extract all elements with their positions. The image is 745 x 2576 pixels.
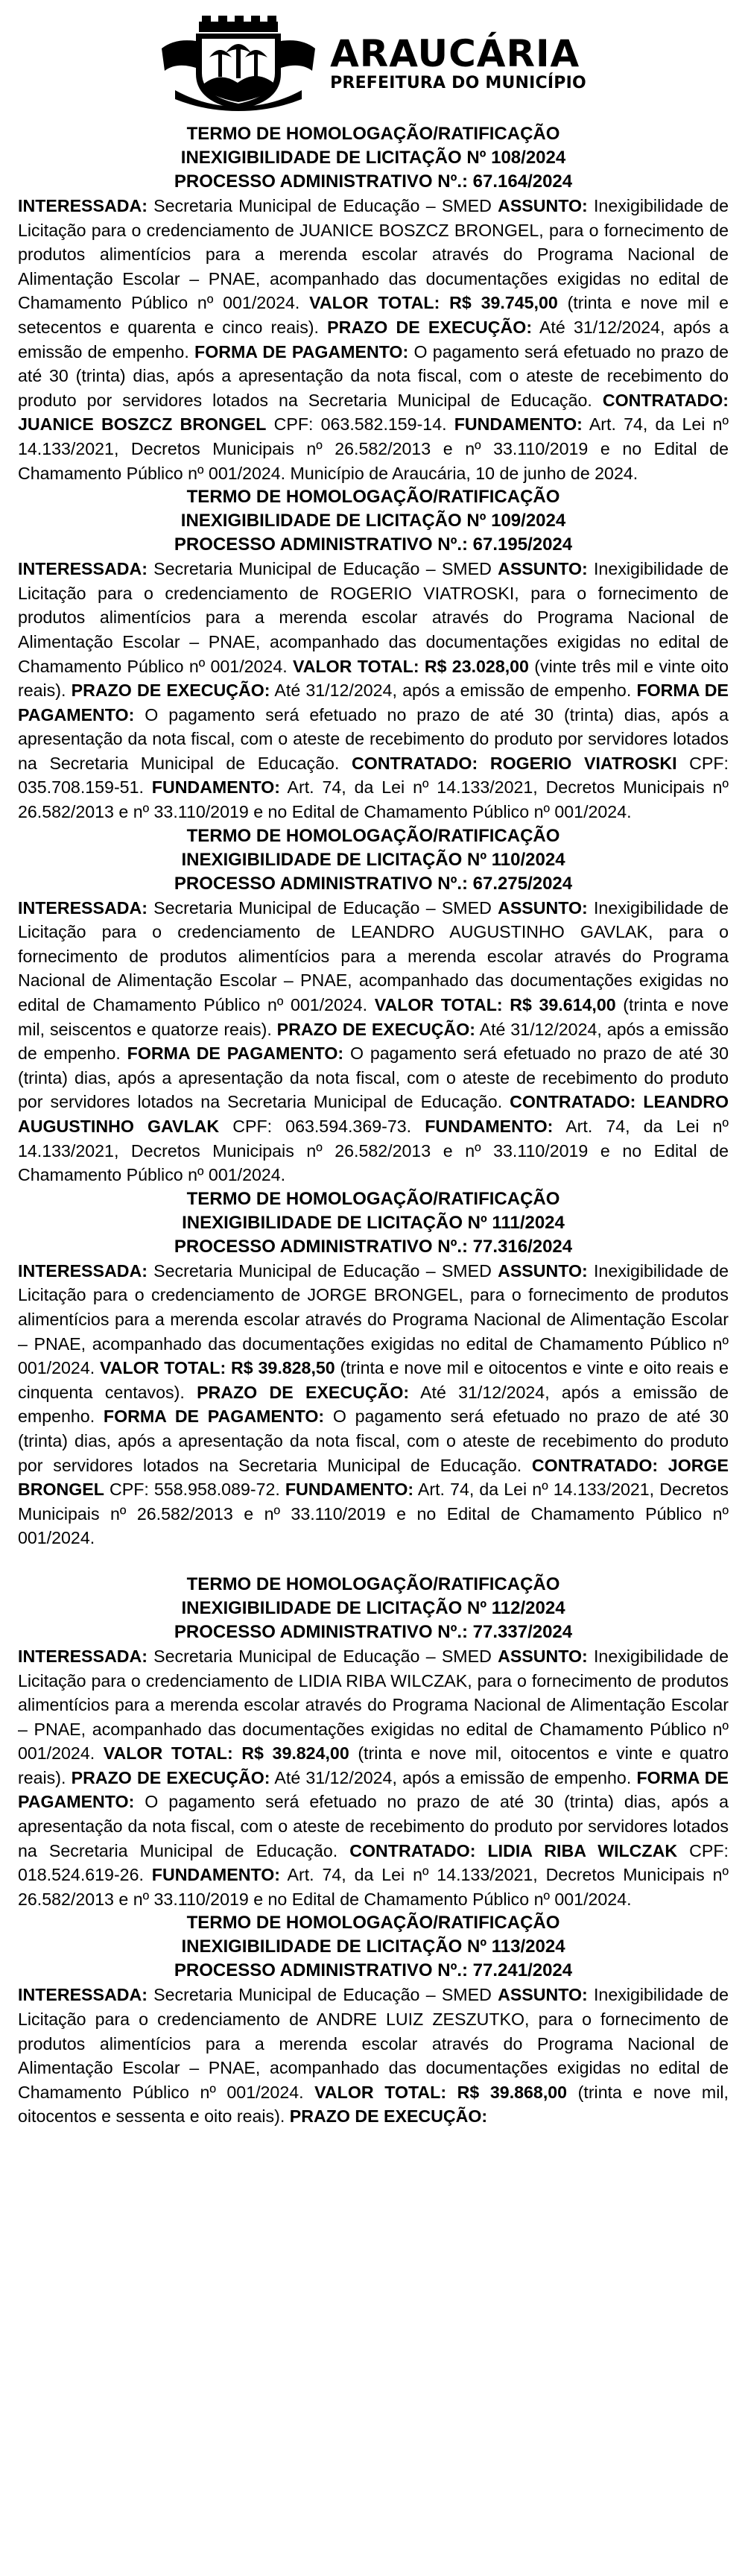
notice-text: Secretaria Municipal de Educação – SMED: [147, 1985, 498, 2005]
notice: [18, 1911, 729, 2129]
notice-text: Inexigibilidade de Licitação para o credenciamento de LIDIA RIBA WILCZAK, para o fornecimento de produtos alimentícios para a merenda escolar através do Programa Nacional de Alimentação Escolar – PNAE, acompanhado das documentações exigidas no edital de Chamamento Público nº 001/2024.: [18, 1646, 729, 1764]
notice-field-label: CONTRATADO: JORGE BRONGEL: [18, 1455, 729, 1500]
notice-heading-line: TERMO DE HOMOLOGAÇÃO/RATIFICAÇÃO: [186, 825, 560, 846]
notices-list: [18, 122, 729, 2129]
notice-heading-line: INEXIGIBILIDADE DE LICITAÇÃO Nº 112/2024: [181, 1597, 565, 1618]
notice-field-label: INTERESSADA:: [18, 559, 148, 579]
notice-field-label: PRAZO DE EXECUÇÃO:: [71, 1767, 270, 1787]
municipality-subtitle: PREFEITURA DO MUNICÍPIO: [330, 74, 586, 92]
notice-field-label: PRAZO DE EXECUÇÃO:: [289, 2106, 488, 2127]
notice-field-label: CONTRATADO: LEANDRO AUGUSTINHO GAVLAK: [18, 1092, 729, 1136]
notice-field-label: FORMA DE PAGAMENTO:: [18, 1767, 729, 1812]
notice-body: [18, 1259, 729, 1550]
notice-text: (trinta e nove mil, oitocentos e sessenta e oito reais).: [18, 2082, 729, 2127]
masthead: [18, 10, 729, 116]
notice-text: Até 31/12/2024, após a emissão de empenho.: [18, 1382, 729, 1427]
notice-heading-line: TERMO DE HOMOLOGAÇÃO/RATIFICAÇÃO: [186, 1913, 560, 1933]
notice-field-label: PRAZO DE EXECUÇÃO:: [327, 317, 533, 337]
notice-heading-line: TERMO DE HOMOLOGAÇÃO/RATIFICAÇÃO: [186, 1188, 560, 1209]
notice-heading-line: PROCESSO ADMINISTRATIVO Nº.: 67.164/2024: [174, 171, 573, 192]
notice-field-label: VALOR TOTAL: R$ 39.828,50: [100, 1358, 335, 1378]
notice-body: [18, 1644, 729, 1912]
notice-heading-line: INEXIGIBILIDADE DE LICITAÇÃO Nº 109/2024: [180, 511, 566, 531]
notice-field-label: INTERESSADA:: [18, 196, 148, 215]
notice-field-label: VALOR TOTAL: R$ 39.824,00: [103, 1743, 349, 1764]
notice-text: Inexigibilidade de Licitação para o credenciamento de JORGE BRONGEL, para o fornecimento de produtos alimentícios para a merenda escolar através do Programa Nacional de Alimentação Escolar – PNAE, acompanhado das documentações exigidas no edital de Chamamento Público nº 001/2024.: [18, 1260, 729, 1378]
notice: [18, 1573, 729, 1912]
notice-text: Até 31/12/2024, após a emissão de empenho.: [18, 1019, 729, 1064]
notice-field-label: FUNDAMENTO:: [425, 1117, 554, 1136]
notice-heading-line: PROCESSO ADMINISTRATIVO Nº.: 77.316/2024: [174, 1236, 573, 1257]
notice-field-label: PRAZO DE EXECUÇÃO:: [71, 681, 270, 701]
notice-text: O pagamento será efetuado no prazo de até 30 (trinta) dias, após a apresentação da nota fiscal, com o ateste de recebimento do produto por servidores lotados na Secretaria Municipal de Educação.: [18, 1792, 729, 1860]
notice-text: Art. 74, da Lei nº 14.133/2021, Decretos Municipais nº 26.582/2013 e nº 33.110/2019 e no Edital de Chamamento Público nº 001/2024.: [18, 1480, 729, 1548]
notice-text: CPF: 558.958.089-72.: [104, 1480, 285, 1500]
notice-field-label: INTERESSADA:: [18, 1646, 148, 1666]
notice-heading-line: INEXIGIBILIDADE DE LICITAÇÃO Nº 108/2024: [180, 148, 566, 168]
notice-text: O pagamento será efetuado no prazo de até 30 (trinta) dias, após a apresentação da nota fiscal, com o ateste de recebimento do produto por servidores lotados na Secretaria Municipal de Educação.: [18, 1044, 729, 1112]
notice-text: (trinta e nove mil e oitocentos e vinte e oito reais e cinquenta centavos).: [18, 1358, 729, 1402]
notice: [18, 122, 729, 485]
notice-heading-line: PROCESSO ADMINISTRATIVO Nº.: 67.195/2024: [174, 534, 573, 555]
municipality-name: ARAUCÁRIA: [330, 32, 580, 75]
notice-heading-line: TERMO DE HOMOLOGAÇÃO/RATIFICAÇÃO: [186, 124, 560, 144]
notice-field-label: FORMA DE PAGAMENTO:: [103, 1407, 325, 1427]
notice-text: Inexigibilidade de Licitação para o credenciamento de ANDRE LUIZ ZESZUTKO, para o fornecimento de produtos alimentícios para a merenda escolar através do Programa Nacional de Alimentação Escolar – PNAE, acompanhado das documentações exigidas no edital de Chamamento Público nº 001/2024.: [18, 1985, 729, 2102]
notice: [18, 824, 729, 1187]
notice-text: O pagamento será efetuado no prazo de até 30 (trinta) dias, após a apresentação da nota fiscal, com o ateste de recebimento do produto por servidores lotados na Secretaria Municipal de Educação.: [18, 1407, 729, 1475]
notice-text: Inexigibilidade de Licitação para o credenciamento de LEANDRO AUGUSTINHO GAVLAK, para o fornecimento de produtos alimentícios para a merenda escolar através do Programa Nacional de Alimentação Escolar – PNAE, acompanhado das documentações exigidas no edital de Chamamento Público nº 001/2024.: [18, 897, 729, 1015]
notice-field-label: CONTRATADO: LIDIA RIBA WILCZAK: [349, 1840, 678, 1860]
notice-text: O pagamento será efetuado no prazo de até 30 (trinta) dias, após a apresentação da nota fiscal, com o ateste de recebimento do produto por servidores lotados na Secretaria Municipal de Educação.: [18, 704, 729, 773]
notice-text: Art. 74, da Lei nº 14.133/2021, Decretos Municipais nº 26.582/2013 e nº 33.110/2019 e no Edital de Chamamento Público nº 001/2024.: [18, 1865, 729, 1909]
notice-field-label: FUNDAMENTO:: [285, 1480, 414, 1500]
notice-heading-line: INEXIGIBILIDADE DE LICITAÇÃO Nº 110/2024: [181, 849, 565, 870]
notice-field-label: FUNDAMENTO:: [151, 777, 280, 798]
notice-text: (trinta e nove mil, seiscentos e quatorze reais).: [18, 995, 729, 1039]
notice-text: CPF: 063.594.369-73.: [219, 1117, 425, 1136]
notice-text: Art. 74, da Lei nº 14.133/2021, Decretos Municipais nº 26.582/2013 e nº 33.110/2019 e no Edital de Chamamento Público nº 001/2024.: [18, 1117, 729, 1185]
notice-field-label: CONTRATADO: ROGERIO VIATROSKI: [352, 753, 677, 773]
notice-body: [18, 557, 729, 824]
notice-heading-line: PROCESSO ADMINISTRATIVO Nº.: 77.337/2024: [174, 1621, 573, 1642]
notice-body: [18, 194, 729, 485]
notice-field-label: FUNDAMENTO:: [151, 1865, 280, 1885]
notice-text: Até 31/12/2024, após a emissão de empenho.: [18, 317, 729, 362]
notice-heading-line: INEXIGIBILIDADE DE LICITAÇÃO Nº 111/2024: [182, 1212, 565, 1233]
notice-text: (vinte três mil e vinte oito reais).: [18, 656, 729, 701]
notice-body: [18, 896, 729, 1187]
notice-heading-line: TERMO DE HOMOLOGAÇÃO/RATIFICAÇÃO: [186, 1573, 560, 1594]
notice-field-label: ASSUNTO:: [498, 897, 588, 918]
notice-heading-line: TERMO DE HOMOLOGAÇÃO/RATIFICAÇÃO: [186, 487, 560, 508]
notice-field-label: VALOR TOTAL: R$ 39.868,00: [314, 2082, 568, 2102]
notice-text: Art. 74, da Lei nº 14.133/2021, Decretos Municipais nº 26.582/2013 e nº 33.110/2019 e no Edital de Chamamento Público nº 001/2024. Município de Araucária, 10 de junho de 2024.: [18, 414, 729, 483]
notice-field-label: CONTRATADO: JUANICE BOSZCZ BRONGEL: [18, 390, 729, 435]
notice-field-label: FUNDAMENTO:: [454, 414, 583, 435]
notice-text: CPF: 063.582.159-14.: [266, 414, 454, 435]
notice-field-label: ASSUNTO:: [498, 1260, 588, 1281]
notice-text: Até 31/12/2024, após a emissão de empenho.: [270, 1767, 637, 1787]
notice-text: Inexigibilidade de Licitação para o credenciamento de ROGERIO VIATROSKI, para o fornecimento de produtos alimentícios para a merenda escolar através do Programa Nacional de Alimentação Escolar – PNAE, acompanhado das documentações exigidas no edital de Chamamento Público nº 001/2024.: [18, 559, 729, 676]
notice-text: CPF: 035.708.159-51.: [18, 753, 729, 798]
notice-text: Secretaria Municipal de Educação – SMED: [147, 1646, 498, 1666]
notice-field-label: PRAZO DE EXECUÇÃO:: [276, 1019, 475, 1039]
notice-field-label: FORMA DE PAGAMENTO:: [194, 341, 409, 362]
notice-text: Secretaria Municipal de Educação – SMED: [147, 1260, 498, 1281]
notice-text: Secretaria Municipal de Educação – SMED: [147, 897, 498, 918]
notice-text: Secretaria Municipal de Educação – SMED: [147, 196, 498, 215]
notice-field-label: FORMA DE PAGAMENTO:: [127, 1044, 344, 1064]
notice: [18, 1187, 729, 1550]
notice-field-label: ASSUNTO:: [498, 1646, 588, 1666]
notice-field-label: PRAZO DE EXECUÇÃO:: [197, 1382, 410, 1402]
notice-field-label: VALOR TOTAL: R$ 39.745,00: [309, 293, 558, 313]
notice-spacer: [18, 1550, 729, 1573]
notice: [18, 485, 729, 824]
notice-field-label: INTERESSADA:: [18, 1985, 148, 2005]
brand-text: [330, 32, 586, 92]
notice-heading-line: PROCESSO ADMINISTRATIVO Nº.: 67.275/2024: [174, 873, 573, 894]
notice-field-label: FORMA DE PAGAMENTO:: [18, 681, 729, 724]
notice-heading-line: INEXIGIBILIDADE DE LICITAÇÃO Nº 113/2024: [181, 1936, 565, 1957]
notice-field-label: VALOR TOTAL: R$ 39.614,00: [374, 995, 616, 1015]
notice-text: (trinta e nove mil, oitocentos e vinte e quatro reais).: [18, 1743, 729, 1787]
notice-text: Art. 74, da Lei nº 14.133/2021, Decretos Municipais nº 26.582/2013 e nº 33.110/2019 e no Edital de Chamamento Público nº 001/2024.: [18, 777, 729, 822]
notice-heading-line: PROCESSO ADMINISTRATIVO Nº.: 77.241/2024: [174, 1960, 573, 1981]
municipal-crest-icon: [160, 16, 317, 111]
notice-text: Até 31/12/2024, após a emissão de empenho.: [270, 681, 637, 701]
notice-text: CPF: 018.524.619-26.: [18, 1840, 729, 1885]
notice-field-label: ASSUNTO:: [498, 196, 588, 215]
notice-field-label: ASSUNTO:: [498, 1985, 588, 2005]
notice-text: Secretaria Municipal de Educação – SMED: [147, 559, 498, 579]
notice-text: (trinta e nove mil e setecentos e quarenta e cinco reais).: [18, 293, 729, 337]
notice-field-label: ASSUNTO:: [498, 559, 588, 579]
notice-body: [18, 1983, 729, 2129]
notice-field-label: VALOR TOTAL: R$ 23.028,00: [292, 656, 529, 676]
notice-field-label: INTERESSADA:: [18, 897, 148, 918]
notice-text: O pagamento será efetuado no prazo de até 30 (trinta) dias, após a apresentação da nota fiscal, com o ateste de recebimento do produto por servidores lotados na Secretaria Municipal de Educação.: [18, 341, 729, 410]
notice-field-label: INTERESSADA:: [18, 1260, 148, 1281]
notice-text: Inexigibilidade de Licitação para o credenciamento de JUANICE BOSZCZ BRONGEL, para o fornecimento de produtos alimentícios para a merenda escolar através do Programa Nacional de Alimentação Escolar – PNAE, acompanhado das documentações exigidas no edital de Chamamento Público nº 001/2024.: [18, 196, 729, 313]
